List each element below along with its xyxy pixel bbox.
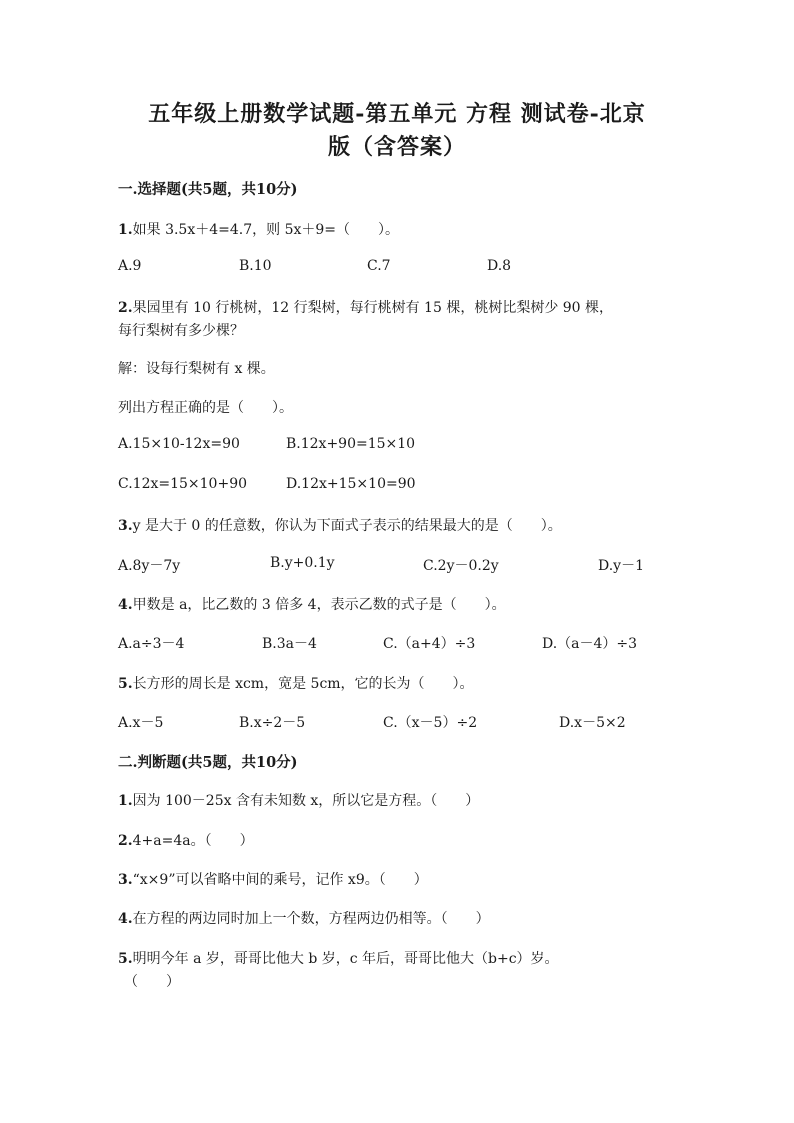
question-text: 如果 3.5x＋4=4.7，则 5x＋9=（ ）。: [132, 222, 400, 238]
question-text: 明明今年 a 岁，哥哥比他大 b 岁，c 年后，哥哥比他大（b+c）岁。: [132, 951, 559, 967]
q2-option-d: D.12x+15×10=90: [286, 476, 416, 492]
q4-option-c: C.（a+4）÷3: [383, 636, 476, 652]
question-4: [118, 594, 506, 614]
q5-option-c: C.（x－5）÷2: [383, 715, 478, 731]
question-number: 3.: [118, 518, 133, 534]
q1-option-d: D.8: [487, 258, 512, 274]
question-text: 在方程的两边同时加上一个数，方程两边仍相等。（ ）: [132, 911, 490, 927]
question-5: [118, 673, 474, 693]
q1-option-c: C.7: [367, 258, 391, 274]
question-text: 因为 100－25x 含有未知数 x，所以它是方程。（ ）: [132, 793, 480, 809]
page-title-line1: 五年级上册数学试题-第五单元 方程 测试卷-北京: [148, 101, 646, 127]
question-1: [118, 219, 399, 239]
judge-question-2: [118, 830, 254, 850]
q1-option-b: B.10: [239, 258, 272, 274]
question-2-continued: 每行梨树有多少棵？: [118, 323, 244, 339]
judge-question-1: [118, 790, 479, 810]
question-number: 5.: [118, 951, 133, 967]
q4-option-b: B.3a－4: [262, 636, 317, 652]
question-number: 2.: [118, 300, 133, 316]
question-text: 甲数是 a，比乙数的 3 倍多 4，表示乙数的式子是（ ）。: [132, 597, 506, 613]
q3-option-b: B.y+0.1y: [270, 555, 335, 571]
q2-option-c: C.12x=15×10+90: [118, 476, 248, 492]
question-text: y 是大于 0 的任意数，你认为下面式子表示的结果最大的是（ ）。: [132, 518, 562, 534]
q3-option-a: A.8y－7y: [118, 558, 181, 574]
q2-option-b: B.12x+90=15×10: [286, 436, 416, 452]
question-text: 果园里有 10 行桃树，12 行梨树，每行桃树有 15 棵，桃树比梨树少 90 棵，: [132, 300, 614, 316]
question-number: 1.: [118, 222, 133, 238]
q4-option-a: A.a÷3－4: [118, 636, 185, 652]
question-text: “x×9”可以省略中间的乘号，记作 x9。（ ）: [132, 872, 428, 888]
q5-option-b: B.x÷2－5: [239, 715, 306, 731]
question-2: [118, 297, 613, 317]
question-number: 1.: [118, 793, 133, 809]
judge-question-5: [118, 948, 559, 968]
question-text: 4+a=4a。（ ）: [132, 833, 254, 849]
question-3: [118, 515, 562, 535]
judge-question-3: [118, 869, 428, 889]
judge-question-5-continued: （ ）: [124, 974, 180, 990]
section2-heading: 二.判断题(共5题，共10分): [118, 754, 298, 771]
question-number: 2.: [118, 833, 133, 849]
question-text: 长方形的周长是 xcm，宽是 5cm，它的长为（ ）。: [132, 676, 474, 692]
judge-question-4: [118, 908, 490, 928]
question-number: 5.: [118, 676, 133, 692]
q3-option-c: C.2y－0.2y: [423, 558, 499, 574]
question-number: 3.: [118, 872, 133, 888]
q1-option-a: A.9: [118, 258, 142, 274]
question-number: 4.: [118, 911, 133, 927]
q4-option-d: D.（a－4）÷3: [542, 636, 638, 652]
q2-option-a: A.15×10-12x=90: [118, 436, 240, 452]
q5-option-d: D.x－5×2: [559, 715, 626, 731]
question-2-prompt: 列出方程正确的是（ ）。: [118, 400, 293, 416]
section1-heading: 一.选择题(共5题，共10分): [118, 181, 298, 198]
question-2-solution: 解：设每行梨树有 x 棵。: [118, 361, 275, 377]
question-number: 4.: [118, 597, 133, 613]
q3-option-d: D.y－1: [598, 558, 644, 574]
q5-option-a: A.x－5: [118, 715, 164, 731]
page-title-line2: 版（含答案）: [327, 134, 466, 160]
